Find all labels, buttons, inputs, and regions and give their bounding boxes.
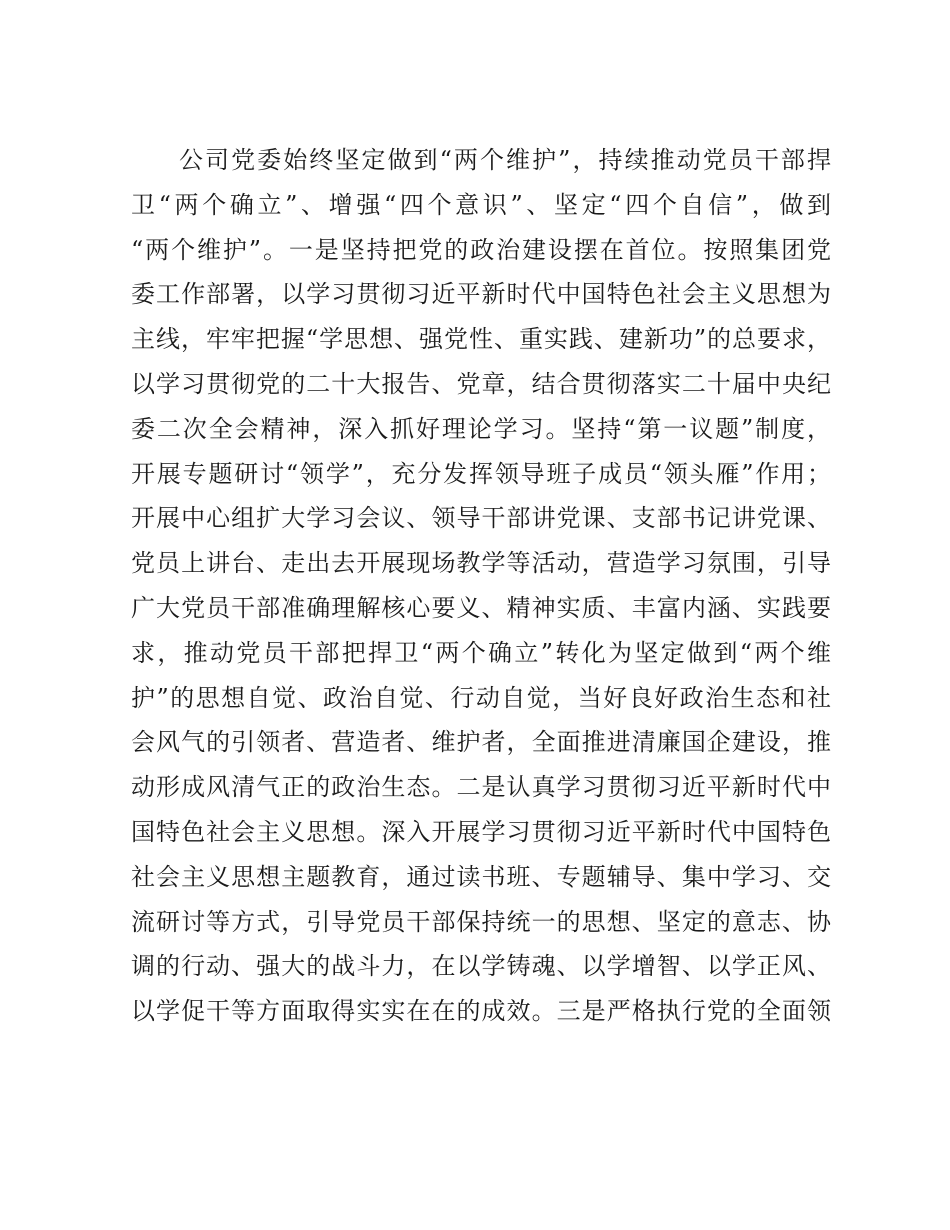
paragraph-line: 以学习贯彻党的二十大报告、党章，结合贯彻落实二十届中央纪 bbox=[131, 369, 831, 398]
paragraph-line: 开展中心组扩大学习会议、领导干部讲党课、支部书记讲党课、 bbox=[131, 504, 831, 533]
paragraph-line: 卫“两个确立”、增强“四个意识”、坚定“四个自信”，做到 bbox=[131, 190, 831, 219]
paragraph-line: 社会主义思想主题教育，通过读书班、专题辅导、集中学习、交 bbox=[131, 862, 831, 891]
paragraph-line: 国特色社会主义思想。深入开展学习贯彻习近平新时代中国特色 bbox=[131, 817, 831, 846]
paragraph-line: 广大党员干部准确理解核心要义、精神实质、丰富内涵、实践要 bbox=[131, 593, 831, 622]
paragraph-line: 护”的思想自觉、政治自觉、行动自觉，当好良好政治生态和社 bbox=[131, 683, 831, 712]
paragraph-line: 调的行动、强大的战斗力，在以学铸魂、以学增智、以学正风、 bbox=[131, 952, 831, 981]
paragraph-line: 公司党委始终坚定做到“两个维护”，持续推动党员干部捍 bbox=[179, 146, 831, 174]
paragraph-line: 流研讨等方式，引导党员干部保持统一的思想、坚定的意志、协 bbox=[131, 907, 831, 936]
paragraph-line: 委工作部署，以学习贯彻习近平新时代中国特色社会主义思想为 bbox=[131, 280, 831, 309]
body-paragraph bbox=[131, 138, 831, 1034]
paragraph-line: 主线，牢牢把握“学思想、强党性、重实践、建新功”的总要求， bbox=[131, 325, 831, 354]
paragraph-line: 委二次全会精神，深入抓好理论学习。坚持“第一议题”制度， bbox=[131, 414, 831, 443]
paragraph-line: 求，推动党员干部把捍卫“两个确立”转化为坚定做到“两个维 bbox=[131, 638, 831, 667]
paragraph-line: 以学促干等方面取得实实在在的成效。三是严格执行党的全面领 bbox=[131, 997, 831, 1026]
paragraph-line: 会风气的引领者、营造者、维护者，全面推进清廉国企建设，推 bbox=[131, 728, 831, 757]
paragraph-line: 开展专题研讨“领学”，充分发挥领导班子成员“领头雁”作用； bbox=[131, 459, 831, 488]
paragraph-line: 党员上讲台、走出去开展现场教学等活动，营造学习氛围，引导 bbox=[131, 549, 831, 578]
paragraph-line: “两个维护”。一是坚持把党的政治建设摆在首位。按照集团党 bbox=[131, 235, 831, 264]
paragraph-line: 动形成风清气正的政治生态。二是认真学习贯彻习近平新时代中 bbox=[131, 773, 831, 802]
